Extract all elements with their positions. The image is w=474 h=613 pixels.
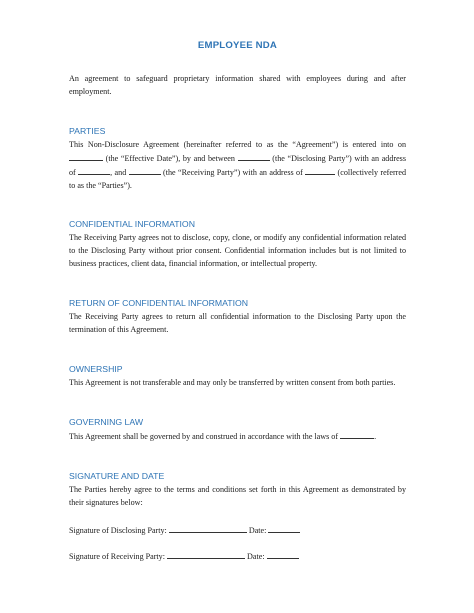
receiving-signature-label: Signature of Receiving Party:: [69, 551, 165, 561]
parties-text-part: (collectively referred to as the “Parties”).: [69, 167, 406, 190]
disclosing-address-blank[interactable]: [78, 166, 110, 175]
parties-text: [69, 139, 406, 193]
return-heading: RETURN OF CONFIDENTIAL INFORMATION: [69, 298, 249, 309]
return-section: [69, 298, 406, 337]
governing-text: [69, 430, 406, 444]
ownership-section: [69, 364, 406, 390]
parties-text-part: (the “Disclosing Party”) with an address of: [69, 153, 406, 177]
signature-section: [69, 471, 406, 564]
disclosing-signature-blank[interactable]: [169, 524, 247, 533]
signature-heading: SIGNATURE AND DATE: [69, 470, 165, 481]
document-title: EMPLOYEE NDA: [197, 40, 278, 51]
governing-text-end: .: [374, 431, 377, 441]
governing-text-part: This Agreement shall be governed by and construed in accordance with the laws of: [69, 431, 339, 441]
governing-section: [69, 417, 406, 444]
parties-section: [69, 126, 406, 193]
parties-heading: PARTIES: [69, 125, 106, 136]
receiving-date-blank[interactable]: [267, 550, 299, 559]
receiving-party-blank[interactable]: [129, 166, 161, 175]
intro-section: [69, 73, 406, 99]
disclosing-signature-line: [69, 524, 406, 538]
confidential-heading: CONFIDENTIAL INFORMATION: [69, 219, 195, 230]
receiving-address-blank[interactable]: [305, 166, 335, 175]
parties-text-part: This Non-Disclosure Agreement (hereinafter referred to as the “Agreement”) is entered into on: [69, 139, 406, 149]
disclosing-signature-label: Signature of Disclosing Party:: [69, 525, 167, 535]
parties-text-part: (the “Effective Date”), by and between: [105, 153, 235, 163]
intro-text: An agreement to safeguard proprietary information shared with employees during and after employment.: [69, 74, 406, 96]
disclosing-party-blank[interactable]: [238, 152, 270, 161]
governing-law-blank[interactable]: [340, 430, 377, 441]
receiving-signature-blank[interactable]: [167, 550, 245, 559]
governing-heading: GOVERNING LAW: [69, 416, 144, 427]
ownership-heading: OWNERSHIP: [69, 363, 123, 374]
disclosing-date-label: Date:: [248, 525, 267, 535]
parties-text-part: , and: [110, 167, 127, 177]
return-text: The Receiving Party agrees to return all confidential information to the Disclosing Party upon the termination of this Agreement.: [69, 312, 406, 335]
disclosing-date-blank[interactable]: [268, 524, 300, 533]
effective-date-blank[interactable]: [69, 152, 103, 161]
confidential-text: The Receiving Party agrees not to disclose, copy, clone, or modify any confidential information related to the Disclosing Party without prior consent. Confidential information includes but is not limited to business practices, client data, financial information, or intellectual property.: [69, 233, 406, 269]
parties-text-part: (the “Receiving Party”) with an address of: [163, 167, 303, 177]
signature-text: The Parties hereby agree to the terms and conditions set forth in this Agreement as demonstrated by their signatures below:: [69, 484, 406, 507]
confidential-section: [69, 219, 406, 271]
receiving-date-label: Date:: [247, 551, 265, 561]
receiving-signature-line: [69, 550, 406, 564]
ownership-text: This Agreement is not transferable and may only be transferred by written consent from both parties.: [69, 377, 396, 387]
